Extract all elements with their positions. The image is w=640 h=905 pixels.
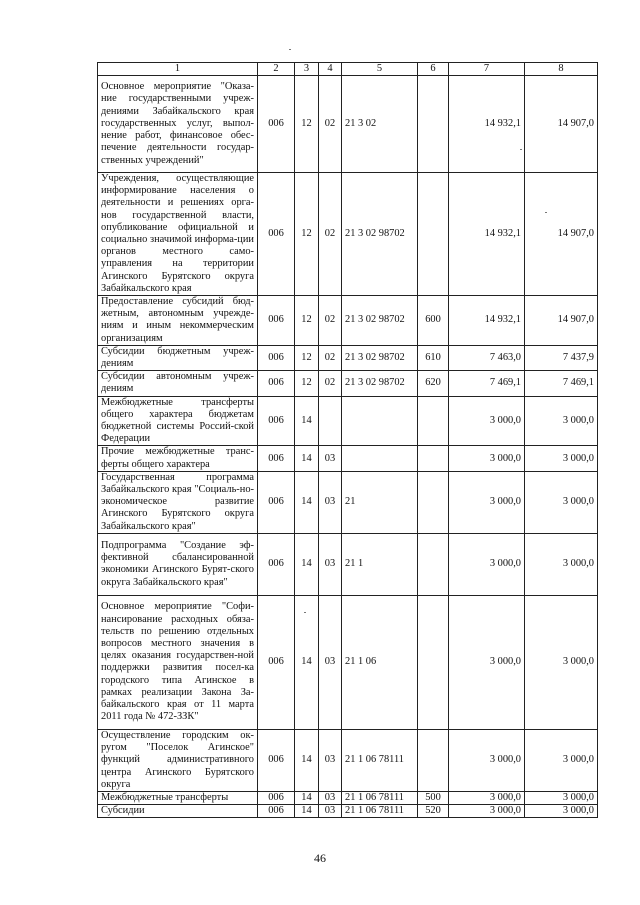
cell-sum-1: 3 000,0 [449,396,525,446]
cell-vr [418,595,449,729]
cell-sum-2: 3 000,0 [525,533,598,595]
cell-pr: 02 [319,173,342,296]
cell-vr [418,533,449,595]
cell-ved: 006 [258,791,295,804]
cell-ved: 006 [258,595,295,729]
table-row [98,729,598,791]
cell-rz: 14 [295,533,319,595]
cell-rz: 14 [295,446,319,471]
cell-vr: 620 [418,371,449,396]
cell-pr: 02 [319,345,342,370]
cell-rz: 14 [295,805,319,818]
page-number: 46 [314,851,326,865]
cell-name: Субсидии бюджетным учреж-дениям [98,345,258,370]
cell-rz: 12 [295,371,319,396]
cell-csr: 21 3 02 98702 [342,371,418,396]
cell-pr: 02 [319,76,342,173]
table-row [98,371,598,396]
header-cell: 6 [418,63,449,76]
table-row [98,791,598,804]
cell-ved: 006 [258,446,295,471]
cell-vr [418,396,449,446]
cell-ved: 006 [258,805,295,818]
scan-speck [545,212,547,213]
cell-csr: 21 1 [342,533,418,595]
table-header-row [98,63,598,76]
scan-speck [304,612,306,613]
cell-ved: 006 [258,396,295,446]
cell-sum-1: 14 932,1 [449,296,525,346]
cell-sum-1: 7 469,1 [449,371,525,396]
cell-name: Межбюджетные трансферты [98,791,258,804]
cell-sum-1: 3 000,0 [449,805,525,818]
scan-speck [520,149,522,150]
cell-sum-1: 14 932,1 [449,173,525,296]
table-row [98,396,598,446]
cell-sum-1: 14 932,1 [449,76,525,173]
cell-sum-1: 7 463,0 [449,345,525,370]
cell-sum-2: 3 000,0 [525,791,598,804]
cell-rz: 14 [295,396,319,446]
cell-rz: 14 [295,471,319,533]
cell-csr: 21 1 06 78111 [342,791,418,804]
cell-ved: 006 [258,345,295,370]
cell-ved: 006 [258,729,295,791]
budget-table [97,62,598,818]
cell-vr [418,76,449,173]
cell-sum-2: 3 000,0 [525,595,598,729]
cell-name: Подпрограмма "Создание эф-фективной сбалансированной экономики Агинского Бурят-ского округа Забайкальского края" [98,533,258,595]
cell-pr: 03 [319,595,342,729]
cell-name: Учреждения, осуществляющие информирование населения о деятельности и решениях орга-нов государственной власти, опубликование официальной и социально значимой информа-ции органов местного само-управления на территории Агинского Бурятского округа Забайкальского края [98,173,258,296]
cell-sum-2: 14 907,0 [525,76,598,173]
cell-sum-2: 3 000,0 [525,729,598,791]
cell-pr: 02 [319,296,342,346]
cell-sum-2: 14 907,0 [525,173,598,296]
cell-rz: 12 [295,345,319,370]
cell-csr: 21 1 06 [342,595,418,729]
cell-csr: 21 1 06 78111 [342,805,418,818]
header-cell: 8 [525,63,598,76]
cell-ved: 006 [258,76,295,173]
cell-name: Основное мероприятие "Софи-нансирование расходных обяза-тельств по решению отдельных вопросов местного значения в целях оказания государствен-ной поддержки развития посел-ка городского типа Агинское в рамках реализации Закона За-байкальского края от 11 марта 2011 года № 472-ЗЗК" [98,595,258,729]
cell-sum-2: 14 907,0 [525,296,598,346]
table-row [98,533,598,595]
cell-ved: 006 [258,533,295,595]
cell-sum-1: 3 000,0 [449,791,525,804]
table-row [98,345,598,370]
cell-name: Субсидии [98,805,258,818]
table-row [98,76,598,173]
cell-pr: 03 [319,729,342,791]
cell-pr: 02 [319,371,342,396]
header-cell: 7 [449,63,525,76]
header-cell: 4 [319,63,342,76]
cell-vr: 600 [418,296,449,346]
cell-pr [319,396,342,446]
cell-name: Основное мероприятие "Оказа-ние государственными учреж-дениями Забайкальского края государственных услуг, выпол-нение работ, финансовое обес-печение деятельности государ-ственных учреждений" [98,76,258,173]
cell-csr: 21 1 06 78111 [342,729,418,791]
cell-sum-1: 3 000,0 [449,446,525,471]
table-row [98,805,598,818]
table-row [98,173,598,296]
cell-sum-1: 3 000,0 [449,533,525,595]
table-row [98,446,598,471]
cell-sum-2: 7 437,9 [525,345,598,370]
cell-pr: 03 [319,446,342,471]
cell-vr [418,446,449,471]
cell-sum-1: 3 000,0 [449,595,525,729]
cell-vr [418,729,449,791]
cell-name: Межбюджетные трансферты общего характера бюджетам бюджетной системы Россий-ской Федерации [98,396,258,446]
cell-pr: 03 [319,805,342,818]
cell-csr: 21 3 02 [342,76,418,173]
header-cell: 2 [258,63,295,76]
cell-csr [342,396,418,446]
cell-csr: 21 3 02 98702 [342,173,418,296]
cell-rz: 12 [295,76,319,173]
cell-vr: 610 [418,345,449,370]
cell-csr [342,446,418,471]
cell-vr [418,173,449,296]
header-cell: 1 [98,63,258,76]
header-cell: 5 [342,63,418,76]
scan-speck [289,49,291,50]
cell-sum-2: 3 000,0 [525,471,598,533]
cell-sum-2: 3 000,0 [525,805,598,818]
cell-name: Прочие межбюджетные транс-ферты общего характера [98,446,258,471]
cell-csr: 21 3 02 98702 [342,345,418,370]
table-row [98,296,598,346]
cell-ved: 006 [258,471,295,533]
table-row [98,471,598,533]
cell-csr: 21 3 02 98702 [342,296,418,346]
cell-ved: 006 [258,173,295,296]
table-row [98,595,598,729]
cell-rz: 12 [295,173,319,296]
cell-rz: 14 [295,595,319,729]
cell-pr: 03 [319,791,342,804]
cell-vr [418,471,449,533]
cell-sum-2: 3 000,0 [525,446,598,471]
cell-ved: 006 [258,371,295,396]
cell-ved: 006 [258,296,295,346]
cell-vr: 520 [418,805,449,818]
cell-name: Предоставление субсидий бюд-жетным, автономным учрежде-ниям и иным некоммерческим организациям [98,296,258,346]
cell-rz: 14 [295,729,319,791]
cell-pr: 03 [319,471,342,533]
cell-name: Осуществление городским ок-ругом "Поселок Агинское" функций административного центра Агинского Бурятского округа [98,729,258,791]
cell-rz: 14 [295,791,319,804]
header-cell: 3 [295,63,319,76]
cell-sum-2: 7 469,1 [525,371,598,396]
cell-name: Государственная программа Забайкальского края "Социаль-но-экономическое развитие Агинского Бурятского округа Забайкальского края" [98,471,258,533]
cell-sum-2: 3 000,0 [525,396,598,446]
cell-vr: 500 [418,791,449,804]
cell-rz: 12 [295,296,319,346]
cell-name: Субсидии автономным учреж-дениям [98,371,258,396]
cell-csr: 21 [342,471,418,533]
cell-pr: 03 [319,533,342,595]
cell-sum-1: 3 000,0 [449,471,525,533]
cell-sum-1: 3 000,0 [449,729,525,791]
